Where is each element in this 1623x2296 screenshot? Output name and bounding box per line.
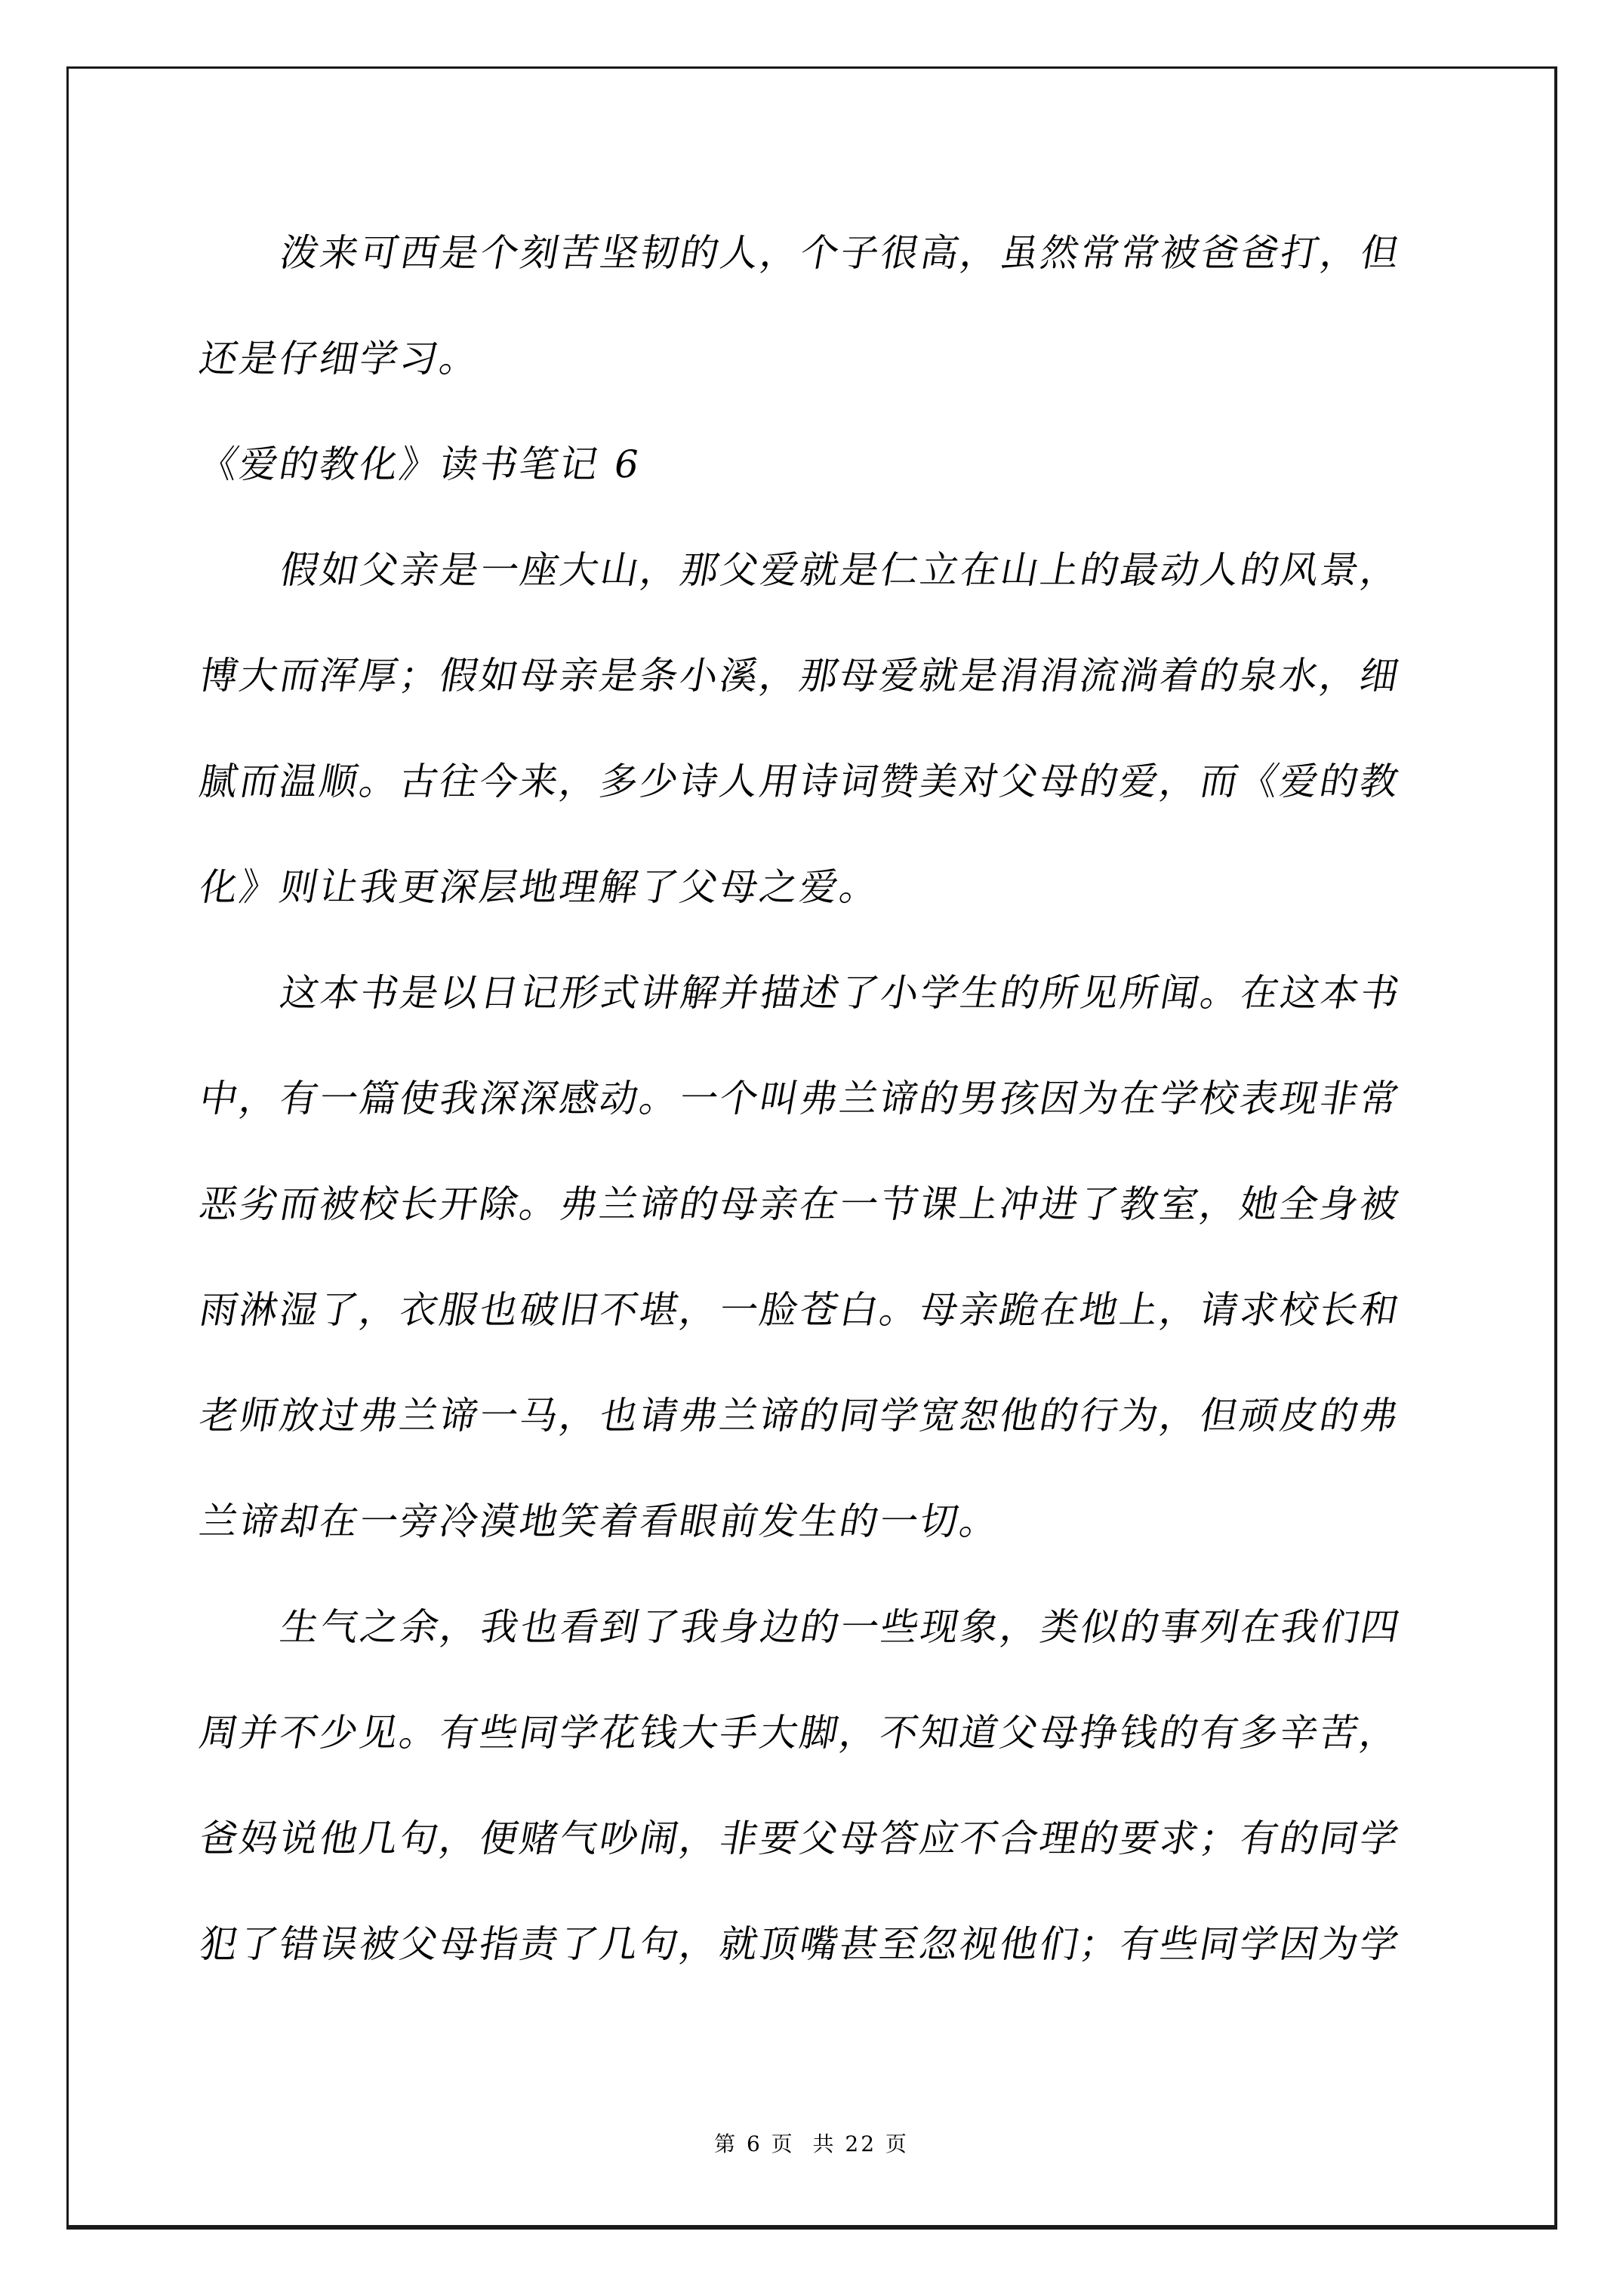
text-line-content: 周并不少见。有些同学花钱大手大脚，不知道父母挣钱的有多辛苦， <box>196 1711 1405 1755</box>
text-line-content: 生气之余，我也看到了我身边的一些现象，类似的事列在我们四 <box>276 1605 1406 1649</box>
text-line-content: 《爱的教化》读书笔记 6 <box>196 442 645 486</box>
text-line-content: 这本书是以日记形式讲解并描述了小学生的所见所闻。在这本书 <box>276 971 1406 1015</box>
text-line <box>196 306 1427 411</box>
text-line <box>196 1680 1427 1786</box>
text-line-content: 犯了错误被父母指责了几句，就顶嘴甚至忽视他们；有些同学因为学 <box>196 1922 1405 1966</box>
text-line-content: 博大而浑厚；假如母亲是条小溪，那母爱就是涓涓流淌着的泉水，细 <box>196 654 1405 698</box>
text-line <box>200 940 1427 1046</box>
text-line <box>196 1786 1427 1891</box>
text-line-content: 泼来可西是个刻苦坚韧的人，个子很高，虽然常常被爸爸打，但 <box>276 231 1406 275</box>
text-line-content: 化》则让我更深层地理解了父母之爱。 <box>196 865 885 909</box>
text-line <box>196 1891 1427 1997</box>
text-line <box>196 729 1427 834</box>
text-line-content: 雨淋湿了，衣服也破旧不堪，一脸苍白。母亲跪在地上，请求校长和 <box>196 1288 1405 1332</box>
text-line <box>200 200 1427 306</box>
text-line <box>200 517 1427 623</box>
text-line <box>196 1151 1427 1257</box>
text-line-content: 爸妈说他几句，便赌气吵闹，非要父母答应不合理的要求；有的同学 <box>196 1817 1405 1860</box>
text-line <box>196 623 1427 729</box>
text-line <box>200 1574 1427 1680</box>
text-line-content: 中，有一篇使我深深感动。一个叫弗兰谛的男孩因为在学校表现非常 <box>196 1077 1405 1120</box>
text-line-content: 腻而温顺。古往今来，多少诗人用诗词赞美对父母的爱，而《爱的教 <box>196 760 1405 803</box>
heading-line <box>196 411 1427 517</box>
text-line-content: 兰谛却在一旁冷漠地笑着看眼前发生的一切。 <box>196 1499 1005 1543</box>
text-block <box>196 200 1427 1997</box>
text-line <box>196 834 1427 940</box>
text-line <box>196 1046 1427 1151</box>
text-line <box>196 1469 1427 1574</box>
text-line <box>196 1257 1427 1363</box>
text-line-content: 恶劣而被校长开除。弗兰谛的母亲在一节课上冲进了教室，她全身被 <box>196 1182 1405 1226</box>
text-line <box>196 1363 1427 1469</box>
text-line-content: 假如父亲是一座大山，那父爱就是仁立在山上的最动人的风景， <box>276 548 1406 592</box>
page-footer: 第 6 页 共 22 页 <box>714 2131 909 2156</box>
text-line-content: 还是仔细学习。 <box>196 337 485 381</box>
text-line-content: 老师放过弗兰谛一马，也请弗兰谛的同学宽恕他的行为，但顽皮的弗 <box>196 1394 1405 1438</box>
